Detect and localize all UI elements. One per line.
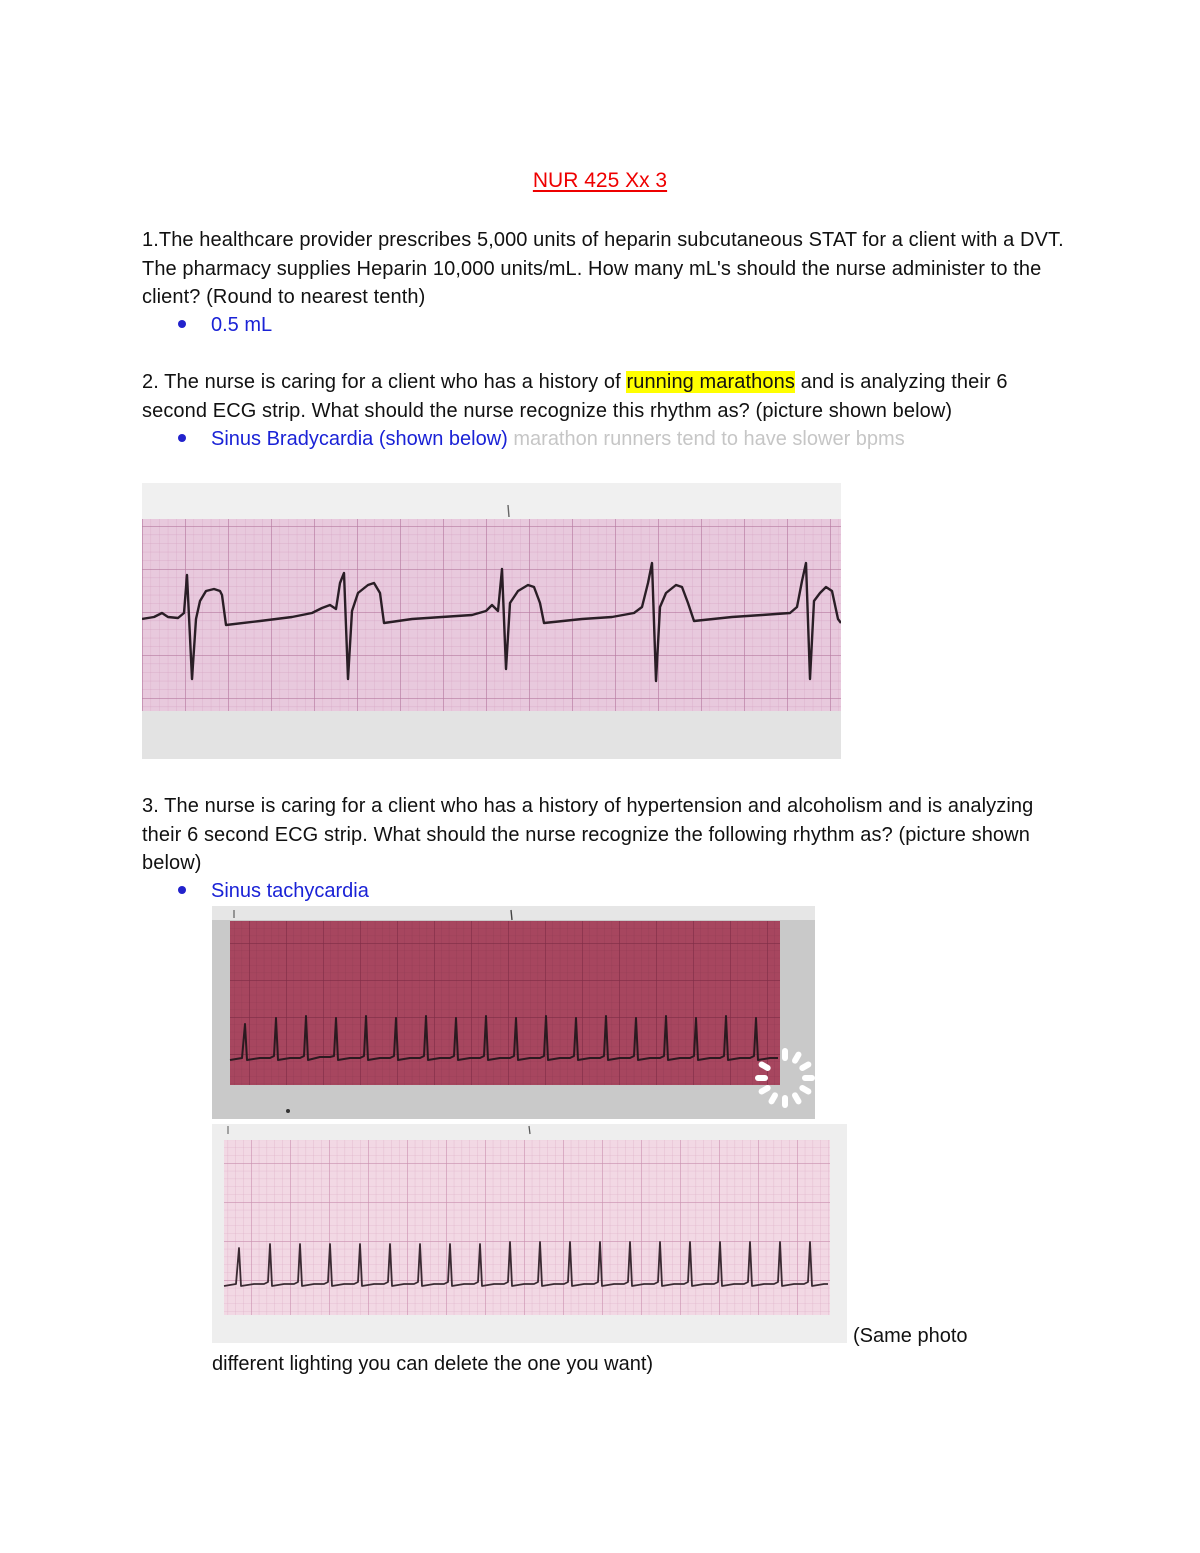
bullet-dot-icon — [178, 886, 186, 894]
question-2-text-after: and is analyzing their 6 second ECG strip. What should the nurse recognize this rhythm as? (picture shown below) — [142, 371, 1008, 422]
bullet-dot-icon — [178, 434, 186, 442]
document-title: NUR 425 Xx 3 — [532, 169, 668, 192]
question-1-answer-item — [178, 311, 272, 339]
question-3-answer-item — [178, 877, 369, 905]
question-2-text-before: 2. The nurse is caring for a client who has a history of — [142, 371, 627, 393]
question-3-answer: Sinus tachycardia — [211, 880, 369, 902]
question-1-text: 1.The healthcare provider prescribes 5,000 units of heparin subcutaneous STAT for a client with a DVT. The pharmacy supplies Heparin 10,000 units/mL. How many mL's should the nurse administer to the client? (Round to nearest tenth) — [142, 229, 1064, 308]
question-2-note: marathon runners tend to have slower bpms — [507, 428, 905, 450]
question-1-answer: 0.5 mL — [211, 314, 273, 336]
ecg-strip-bradycardia-image — [142, 483, 841, 759]
question-2-highlight: running marathons — [626, 371, 795, 393]
question-3-text: 3. The nurse is caring for a client who has a history of hypertension and alcoholism and is analyzing their 6 second ECG strip. What should the nurse recognize the following rhythm as? (picture shown below) — [142, 795, 1034, 874]
question-2-text — [142, 368, 1072, 425]
question-2-answer-item — [178, 425, 905, 453]
ecg-strip-tachycardia-dark-image — [212, 906, 815, 1119]
image-caption-line-1: (Same photo — [853, 1325, 968, 1347]
question-2-answer: Sinus Bradycardia (shown below) — [211, 428, 508, 450]
image-caption-line-2: different lighting you can delete the one you want) — [212, 1353, 654, 1375]
bullet-dot-icon — [178, 320, 186, 328]
ecg-strip-tachycardia-light-image — [212, 1124, 847, 1343]
